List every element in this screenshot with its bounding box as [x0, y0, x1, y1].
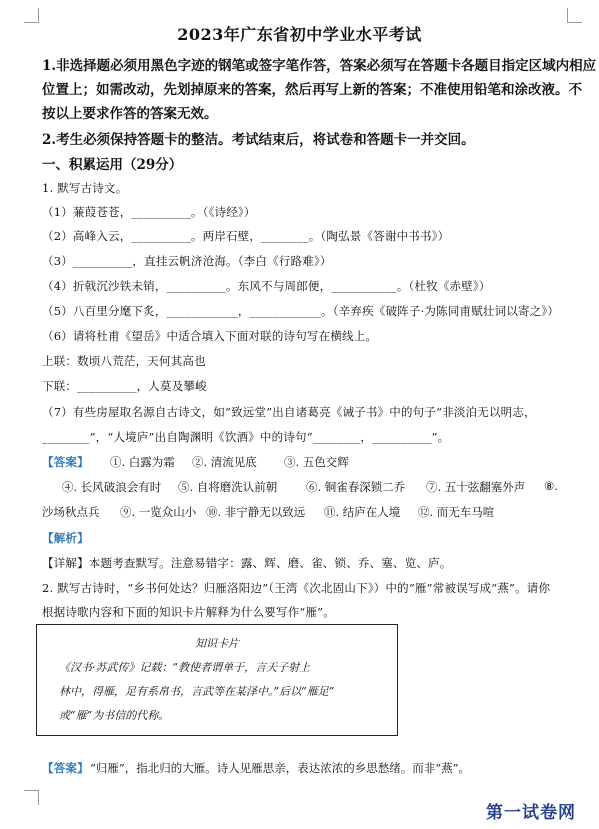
answer-item: ④. 长风破浪会有时 — [62, 480, 162, 494]
q1-heading: 1. 默写古诗文。 — [42, 181, 128, 195]
couplet-upper: 上联：数顷八荒茫，天何其高也 — [42, 354, 206, 368]
answer-item: ⑪. 结庐在人境 — [324, 505, 401, 519]
answer-item: ⑩. 非宁静无以致远 — [206, 505, 306, 519]
card-line-3: 或“雁”为书信的代称。 — [59, 709, 170, 722]
q1-item-3: （3）__________，直挂云帆济沧海。（李白《行路难》） — [42, 254, 332, 268]
q2-answer-label: 【答案】 — [42, 761, 89, 775]
note-1-line-3: 按以上要求作答的答案无效。 — [42, 106, 218, 122]
q1-item-5: （5）八百里分麾下炙，____________，____________。（辛弃疾《破阵子·为陈同甫赋壮词以寄之》） — [42, 304, 560, 318]
answer-item: ⑨. 一览众山小 — [120, 505, 197, 519]
answer-item: 沙场秋点兵 — [42, 505, 100, 519]
card-line-1: 《汉书·苏武传》记载：“教使者谓单于，言天子射上 — [59, 661, 311, 674]
answer-item: ⑦. 五十弦翻塞外声 — [426, 480, 526, 494]
answer-item: ①. 白露为霜 — [110, 455, 175, 469]
note-1-line-2: 位置上；如需改动，先划掉原来的答案，然后再写上新的答案；不准使用铅笔和涂改液。不 — [42, 82, 582, 98]
q1-item-7-line-1: （7）有些房屋取名源自古诗文，如“致远堂”出自诸葛亮《诫子书》中的句子“非淡泊无以明志， — [42, 405, 536, 419]
crop-mark-top-left — [24, 8, 39, 23]
q1-item-7-line-2: ________”，“人境庐”出自陶渊明《饮酒》中的诗句“________，__________”。 — [42, 430, 450, 444]
detail-text: 【详解】本题考查默写。注意易错字：露、辉、磨、雀、锁、乔、塞、览、庐。 — [42, 556, 452, 570]
answer-item: ②. 清流见底 — [192, 455, 257, 469]
answer-item: ⑫. 而无车马喧 — [418, 505, 495, 519]
crop-mark-bottom-left — [24, 790, 39, 805]
site-watermark: 第一试卷网 — [486, 803, 576, 823]
note-2: 2.考生必须保持答题卡的整洁。考试结束后，将试卷和答题卡一并交回。 — [42, 132, 475, 148]
answer-item: ⑧. — [544, 479, 558, 493]
couplet-lower: 下联：__________，人莫及攀峻 — [42, 379, 207, 393]
q2-answer-text: “归雁”，指北归的大雁。诗人见雁思亲，表达浓浓的乡思愁绪。而非“燕”。 — [90, 761, 471, 775]
knowledge-card — [36, 624, 398, 736]
answer-label: 【答案】 — [42, 455, 89, 469]
q1-item-4: （4）折戟沉沙铁未销，__________。东风不与周郎便，___________。（杜牧《赤壁》） — [42, 279, 491, 293]
exam-title: 2023年广东省初中学业水平考试 — [177, 25, 422, 44]
q1-item-6: （6）请将杜甫《望岳》中适合填入下面对联的诗句写在横线上。 — [42, 329, 378, 343]
answer-item: ⑤. 自将磨洗认前朝 — [178, 480, 278, 494]
card-title: 知识卡片 — [195, 637, 239, 650]
section-heading: 一、积累运用（29分） — [42, 157, 183, 173]
q1-item-1: （1）蒹葭苍苍，__________。（《诗经》） — [42, 205, 256, 219]
q1-item-2: （2）高峰入云，__________。两岸石壁，________。（陶弘景《答谢中书书》） — [42, 229, 450, 243]
analysis-label: 【解析】 — [42, 531, 89, 545]
q2-line-2: 根据诗歌内容和下面的知识卡片解释为什么要写作“雁”。 — [42, 605, 335, 619]
q2-line-1: 2. 默写古诗时，“乡书何处达？归雁洛阳边”（王湾《次北固山下》）中的“雁”常被误写成“燕”。请你 — [42, 581, 551, 595]
answer-item: ⑥. 铜雀春深锁二乔 — [306, 480, 406, 494]
crop-mark-top-right — [567, 8, 582, 23]
card-line-2: 林中，得雁，足有系帛书，言武等在某泽中。”后以“雁足” — [59, 685, 335, 698]
note-1-line-1: 1.非选择题必须用黑色字迹的钢笔或签字笔作答，答案必须写在答题卡各题目指定区域内相应 — [42, 58, 597, 74]
answer-item: ③. 五色交辉 — [284, 455, 349, 469]
